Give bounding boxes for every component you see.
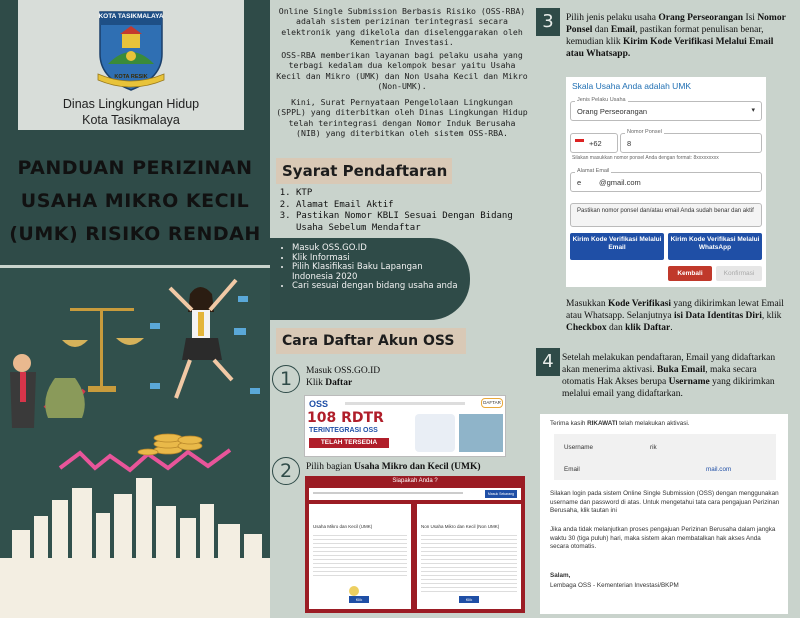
- verify-text-g: dan: [606, 323, 626, 333]
- guide-title-line-1: PANDUAN PERIZINAN: [17, 157, 253, 179]
- umk-option-description: [313, 532, 407, 576]
- verification-text: [566, 298, 792, 334]
- back-button[interactable]: Kembali: [668, 266, 712, 281]
- city-skyline: [0, 478, 270, 618]
- confirm-button[interactable]: Konfirmasi: [716, 266, 762, 281]
- step-3-text-d: Nomor Ponsel: [566, 13, 786, 35]
- phone-value: 8: [627, 139, 632, 148]
- step-2-text-plain: Pilih bagian: [306, 462, 355, 472]
- step-4-text-d: Username: [668, 377, 710, 387]
- guide-title: [0, 152, 270, 251]
- step-1-line-1: Masuk OSS.GO.ID: [306, 366, 381, 376]
- step-3-text-g: , pastikan format penulisan benar, kemudian klik: [566, 25, 764, 47]
- phone-label: Nomor Ponsel: [627, 129, 662, 135]
- verify-text-c: yang dikirimkan lewat Email atau Whatsapp. Selanjutnya: [566, 299, 784, 321]
- umk-info-bar: [309, 488, 521, 500]
- kbli-step: • Cari sesuai dengan bidang usaha anda: [292, 282, 462, 292]
- verify-text-d: isi Data Identitas Diri: [674, 311, 762, 321]
- verify-text-h: klik Daftar: [625, 323, 671, 333]
- email-input[interactable]: [570, 168, 762, 192]
- flag-icon: [575, 139, 584, 145]
- guide-title-line-3: (UMK) RISIKO RENDAH: [9, 223, 261, 245]
- business-illustration: [0, 268, 270, 618]
- umk-choice-header: Siapakah Anda ?: [392, 478, 438, 484]
- step-3-text-b: Orang Perseorangan: [658, 13, 744, 23]
- username-value: rik: [650, 444, 657, 451]
- oss-nav-bar: [345, 402, 465, 405]
- money-bag: [45, 378, 85, 418]
- guide-title-line-2: USAHA MIKRO KECIL: [20, 190, 250, 212]
- register-heading: Cara Daftar Akun OSS: [276, 328, 466, 354]
- email-value: @gmail.com: [599, 178, 641, 187]
- coin-stack: [138, 434, 202, 455]
- department-name: [18, 96, 244, 128]
- phone-hint: Silakan masukkan nomor ponsel Anda dengan format: 8xxxxxxxxx: [572, 155, 719, 161]
- umk-option-title: Usaha Mikro dan Kecil (UMK): [313, 524, 373, 529]
- umk-option-card[interactable]: [309, 504, 411, 609]
- umk-choice-screenshot: [305, 476, 525, 613]
- non-umk-option-description: [421, 532, 517, 592]
- send-whatsapp-code-button[interactable]: Kirim Kode Verifikasi Melalui WhatsApp: [668, 233, 762, 260]
- requirement-item: 1. KTP: [296, 188, 522, 200]
- account-details-box: [554, 434, 776, 480]
- email-sign-org: Lembaga OSS - Kementerian Investasi/BKPM: [550, 582, 679, 589]
- department-line-2: Kota Tasikmalaya: [82, 113, 180, 127]
- step-1-line-2: [306, 378, 526, 390]
- banner-sub-text: TERINTEGRASI OSS: [309, 427, 378, 434]
- step-1-text: [306, 366, 526, 389]
- requirement-item: 2. Alamat Email Aktif: [296, 200, 522, 212]
- step-3-number: 3: [536, 8, 560, 36]
- step-3-text-a: Pilih jenis pelaku usaha: [566, 13, 659, 23]
- oss-website-screenshot: [304, 395, 506, 457]
- step-2-umk-label: Usaha Mikro dan Kecil (UMK): [354, 462, 481, 472]
- email-greeting-c: telah melakukan aktivasi.: [617, 420, 690, 427]
- logo-ribbon-text: KOTA RESIK: [114, 74, 148, 80]
- intro-paragraph-2: OSS-RBA memberikan layanan bagi pelaku usaha yang terbagi kedalam dua kelompok besar yaitu Usaha Kecil dan Mikro (UMK) dan Non Usaha Kecil dan Mikro (Non-UMK).: [276, 50, 528, 92]
- step-4-text-c: , maka secara otomatis Hak Akses berupa: [562, 365, 757, 387]
- requirement-item: 3. Pastikan Nomor KBLI Sesuai Dengan Bidang Usaha Sebelum Mendaftar: [296, 211, 522, 234]
- step-1-daftar-label: Daftar: [325, 377, 353, 388]
- business-type-value: Orang Perseorangan: [577, 107, 648, 116]
- step-4-text-e: yang dikirimkan melalui email yang didaftarkan.: [562, 377, 775, 399]
- banner-big-text: 108 RDTR: [307, 410, 384, 426]
- email-body-2: Jika anda tidak melanjutkan proses pengajuan Perizinan Berusaha dalam jangka waktu 30 (tiga puluh) hari, maka sistem akan membatalkan hak akses Anda secara otomatis.: [550, 526, 776, 551]
- confirm-check-field[interactable]: [570, 203, 762, 227]
- email-label: Email: [564, 466, 580, 473]
- step-3-text: [566, 12, 792, 60]
- kbli-step: • Pilih Klasifikasi Baku Lapangan Indonesia 2020: [292, 263, 462, 282]
- banner-photo: [459, 414, 503, 452]
- umk-select-button[interactable]: Klik: [349, 596, 369, 603]
- send-email-code-button[interactable]: Kirim Kode Verifikasi Melalui Email: [570, 233, 664, 260]
- username-label: Username: [564, 444, 594, 451]
- email-body-1: Silakan login pada sistem Online Single Submission (OSS) dengan menggunakan username dan password di atas. Untuk mengetahui tata cara pengajuan Perizinan Berusaha, klik tautan ini: [550, 490, 780, 515]
- pointer-hand-icon: [349, 586, 359, 596]
- requirements-list: [282, 188, 522, 234]
- umk-info-line: [313, 492, 463, 494]
- email-greeting-name: RIKAWATI: [587, 420, 618, 427]
- email-prefix: e: [577, 178, 582, 187]
- step-3-text-e: dan: [592, 25, 611, 35]
- non-umk-select-button[interactable]: Klik: [459, 596, 479, 603]
- step-2-number: 2: [272, 457, 300, 485]
- verify-text-f: Checkbox: [566, 323, 607, 333]
- step-1-number: 1: [272, 365, 300, 393]
- step-3-text-h: Kirim Kode Verifikasi Melalui Email atau Whatsapp.: [566, 37, 774, 59]
- oss-logo: OSS: [309, 399, 329, 409]
- intro-paragraph-1: Online Single Submission Berbasis Risiko (OSS-RBA) adalah sistem perizinan terintegrasi secara elektronik yang dikelola dan diselenggarakan oleh Kementrian Investasi.: [278, 6, 526, 48]
- business-type-label: Jenis Pelaku Usaha: [577, 97, 626, 103]
- oss-daftar-button[interactable]: DAFTAR: [481, 398, 503, 408]
- step-3-text-f: Email: [610, 25, 636, 35]
- form-title: Skala Usaha Anda adalah UMK: [572, 81, 692, 91]
- email-address-value: mail.com: [706, 466, 732, 473]
- chevron-down-icon: ▾: [751, 107, 755, 114]
- step-4-text-b: Buka Email: [656, 365, 706, 375]
- logo-text: KOTA TASIKMALAYA: [98, 13, 164, 20]
- email-greeting-a: Terima kasih: [550, 420, 588, 427]
- banner-ribbon: TELAH TERSEDIA: [309, 438, 389, 448]
- step-2-text: [306, 462, 526, 474]
- non-umk-option-card[interactable]: [417, 504, 521, 609]
- step-3-text-c: Isi: [743, 13, 758, 23]
- department-line-1: Dinas Lingkungan Hidup: [62, 97, 200, 111]
- verify-text-b: Kode Verifikasi: [607, 299, 672, 309]
- phone-input[interactable]: [620, 129, 762, 153]
- country-code-select[interactable]: [570, 133, 618, 153]
- requirements-heading: Syarat Pendaftaran: [276, 158, 452, 184]
- kbli-step: • Klik Informasi: [292, 254, 462, 264]
- activation-email-screenshot: [540, 414, 788, 614]
- jumping-woman: [170, 280, 236, 398]
- kbli-steps-pill: [270, 238, 470, 320]
- banner-graphic: [415, 414, 455, 452]
- business-man: [10, 354, 36, 428]
- umk-form-screenshot: [566, 77, 766, 287]
- verify-text-e: , klik: [761, 311, 782, 321]
- verify-text-a: Masukkan: [566, 299, 608, 309]
- intro-paragraph-3: Kini, Surat Pernyataan Pengelolaan Lingkungan (SPPL) yang diterbitkan oleh Dinas Lingkungan Hidup telah terintegrasi dengan Nomor Induk Berusaha (NIB) yang diterbitkan oleh sistem OSS-RBA.: [276, 97, 528, 139]
- step-1-line-2-text: Klik: [306, 377, 326, 388]
- business-type-select[interactable]: [570, 97, 762, 121]
- step-4-text-a: Setelah melakukan pendaftaran, Email yang didaftarkan akan menerima aktivasi.: [562, 353, 776, 375]
- step-4-number: 4: [536, 348, 560, 376]
- umk-login-button[interactable]: Masuk Sekarang: [485, 490, 517, 498]
- confirm-check-label: Pastikan nomor ponsel dan/atau email Anda sudah benar dan aktif: [577, 208, 754, 214]
- email-greeting: [550, 420, 780, 429]
- step-4-text: [562, 352, 790, 400]
- kbli-step: • Masuk OSS.GO.ID: [292, 244, 462, 254]
- email-sign-greeting: Salam,: [550, 572, 571, 579]
- email-label: Alamat Email: [577, 168, 610, 174]
- non-umk-option-title: Non Usaha Mikro dan Kecil (Non UMK): [421, 524, 500, 529]
- verify-text-i: .: [670, 323, 673, 333]
- country-code-value: +62: [589, 139, 602, 148]
